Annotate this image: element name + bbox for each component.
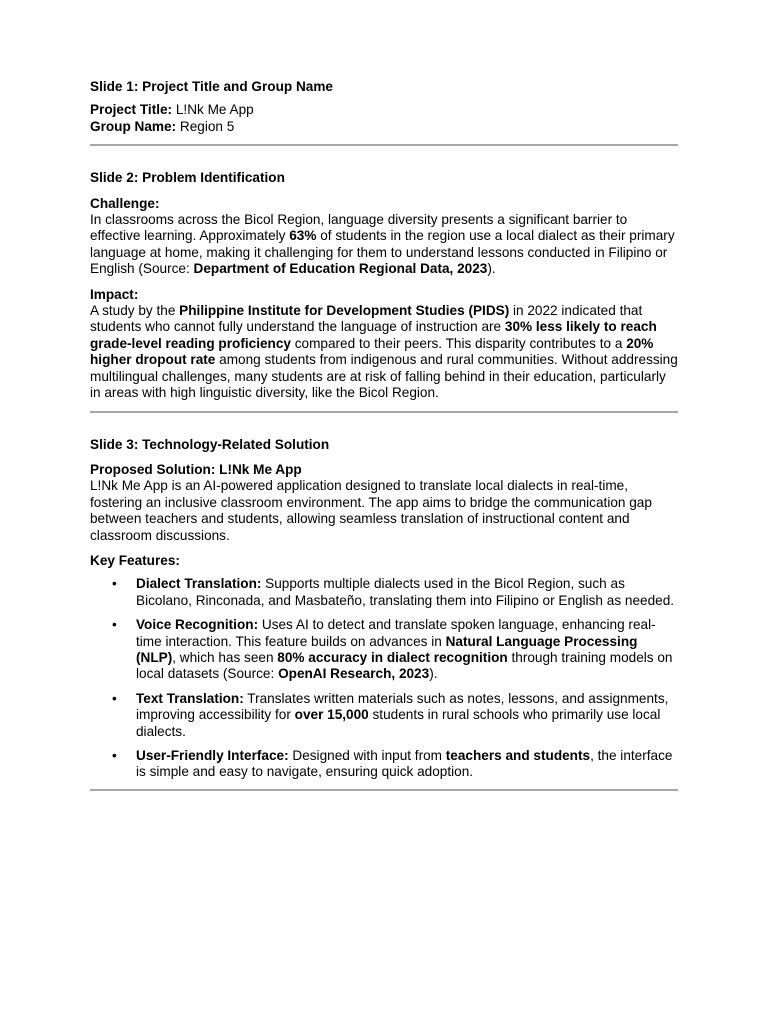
feature-bold: teachers and students xyxy=(445,748,591,763)
feature-text: ). xyxy=(429,666,438,682)
impact-label: Impact: xyxy=(90,286,139,302)
project-title-value: L!Nk Me App xyxy=(172,102,254,118)
proposed-solution-label: Proposed Solution: L!Nk Me App xyxy=(90,461,302,477)
feature-name: Dialect Translation: xyxy=(136,576,262,592)
feature-text: , which has seen xyxy=(172,649,278,665)
divider-3 xyxy=(90,789,678,791)
bullet-icon: • xyxy=(112,576,117,592)
challenge-label: Challenge: xyxy=(90,195,160,211)
feature-bold: OpenAI Research, 2023 xyxy=(278,666,430,682)
feature-text: through training models on local datasets (Source: xyxy=(136,649,673,682)
feature-bold: Natural Language Processing (NLP) xyxy=(136,633,638,665)
proposed-solution-text: L!Nk Me App is an AI-powered application designed to translate local dialects in real-time, fostering an inclusive classroom environment. The app aims to bridge the communication gap between teachers and students, allowing seamless translation of instructional content and classroom discussions. xyxy=(90,478,652,543)
key-features-label: Key Features: xyxy=(90,552,180,568)
divider-1 xyxy=(90,144,678,146)
feature-text: Translates written materials such as notes, lessons, and assignments, improving accessibility for xyxy=(136,690,669,723)
impact-text-3: compared to their peers. This disparity contributes to a xyxy=(290,335,627,351)
feature-name: Voice Recognition: xyxy=(136,617,259,633)
divider-2 xyxy=(90,411,678,413)
feature-text: , the interface is simple and easy to navigate, ensuring quick adoption. xyxy=(136,748,673,780)
list-item xyxy=(90,748,678,781)
feature-text: Uses AI to detect and translate spoken language, enhancing real-time interaction. This feature builds on advances in xyxy=(136,617,656,649)
challenge-paragraph xyxy=(90,196,678,278)
impact-bold-3: 20% higher dropout rate xyxy=(90,335,654,368)
list-item xyxy=(90,576,678,609)
impact-text-1: A study by the xyxy=(90,303,180,319)
feature-text: Supports multiple dialects used in the Bicol Region, such as Bicolano, Rinconada, and Masbateño, translating them into Filipino or English as needed. xyxy=(136,576,675,608)
feature-bold: 80% accuracy in dialect recognition xyxy=(277,649,508,665)
challenge-text-2: of students in the region use a local dialect as their primary language at home, making it challenging for them to understand lessons conducted in Filipino or English (Source: xyxy=(90,228,675,277)
slide3-section xyxy=(90,437,678,781)
impact-paragraph xyxy=(90,287,678,402)
list-item xyxy=(90,691,678,740)
group-name-value: Region 5 xyxy=(176,118,235,134)
impact-text-2: in 2022 indicated that students who cannot fully understand the language of instruction are xyxy=(90,303,643,335)
slide3-heading: Slide 3: Technology-Related Solution xyxy=(90,436,330,452)
proposed-solution-paragraph xyxy=(90,462,678,544)
bullet-icon: • xyxy=(112,617,117,633)
impact-text-4: among students from indigenous and rural communities. Without addressing multilingual challenges, many students are at risk of falling behind in their education, particularly in areas with high linguistic diversity, like the Bicol Region. xyxy=(90,352,678,401)
challenge-text-1: In classrooms across the Bicol Region, language diversity presents a significant barrier to effective learning. Approximately xyxy=(90,212,628,244)
group-name-label: Group Name: xyxy=(90,118,177,134)
slide1-heading: Slide 1: Project Title and Group Name xyxy=(90,79,333,94)
challenge-bold-1: 63% xyxy=(289,228,317,244)
impact-bold-2: 30% less likely to reach grade-level reading proficiency xyxy=(90,319,657,351)
feature-name: Text Translation: xyxy=(136,690,244,706)
project-title-label: Project Title: xyxy=(90,102,173,118)
feature-bold: over 15,000 xyxy=(294,707,369,723)
challenge-text-3: ). xyxy=(487,261,496,277)
impact-bold-1: Philippine Institute for Development Studies (PIDS) xyxy=(179,303,510,319)
bullet-icon: • xyxy=(112,748,117,763)
bullet-icon: • xyxy=(112,690,117,706)
slide2-heading: Slide 2: Problem Identification xyxy=(90,170,285,186)
document-page xyxy=(90,79,678,815)
feature-text: Designed with input from xyxy=(288,748,446,763)
slide1-section xyxy=(90,79,678,135)
feature-name: User-Friendly Interface: xyxy=(136,748,289,763)
challenge-bold-2: Department of Education Regional Data, 2023 xyxy=(193,261,488,277)
slide2-section xyxy=(90,170,678,401)
feature-text: students in rural schools who primarily use local dialects. xyxy=(136,707,661,739)
list-item xyxy=(90,617,678,683)
project-info xyxy=(90,102,678,135)
features-list xyxy=(90,576,678,780)
